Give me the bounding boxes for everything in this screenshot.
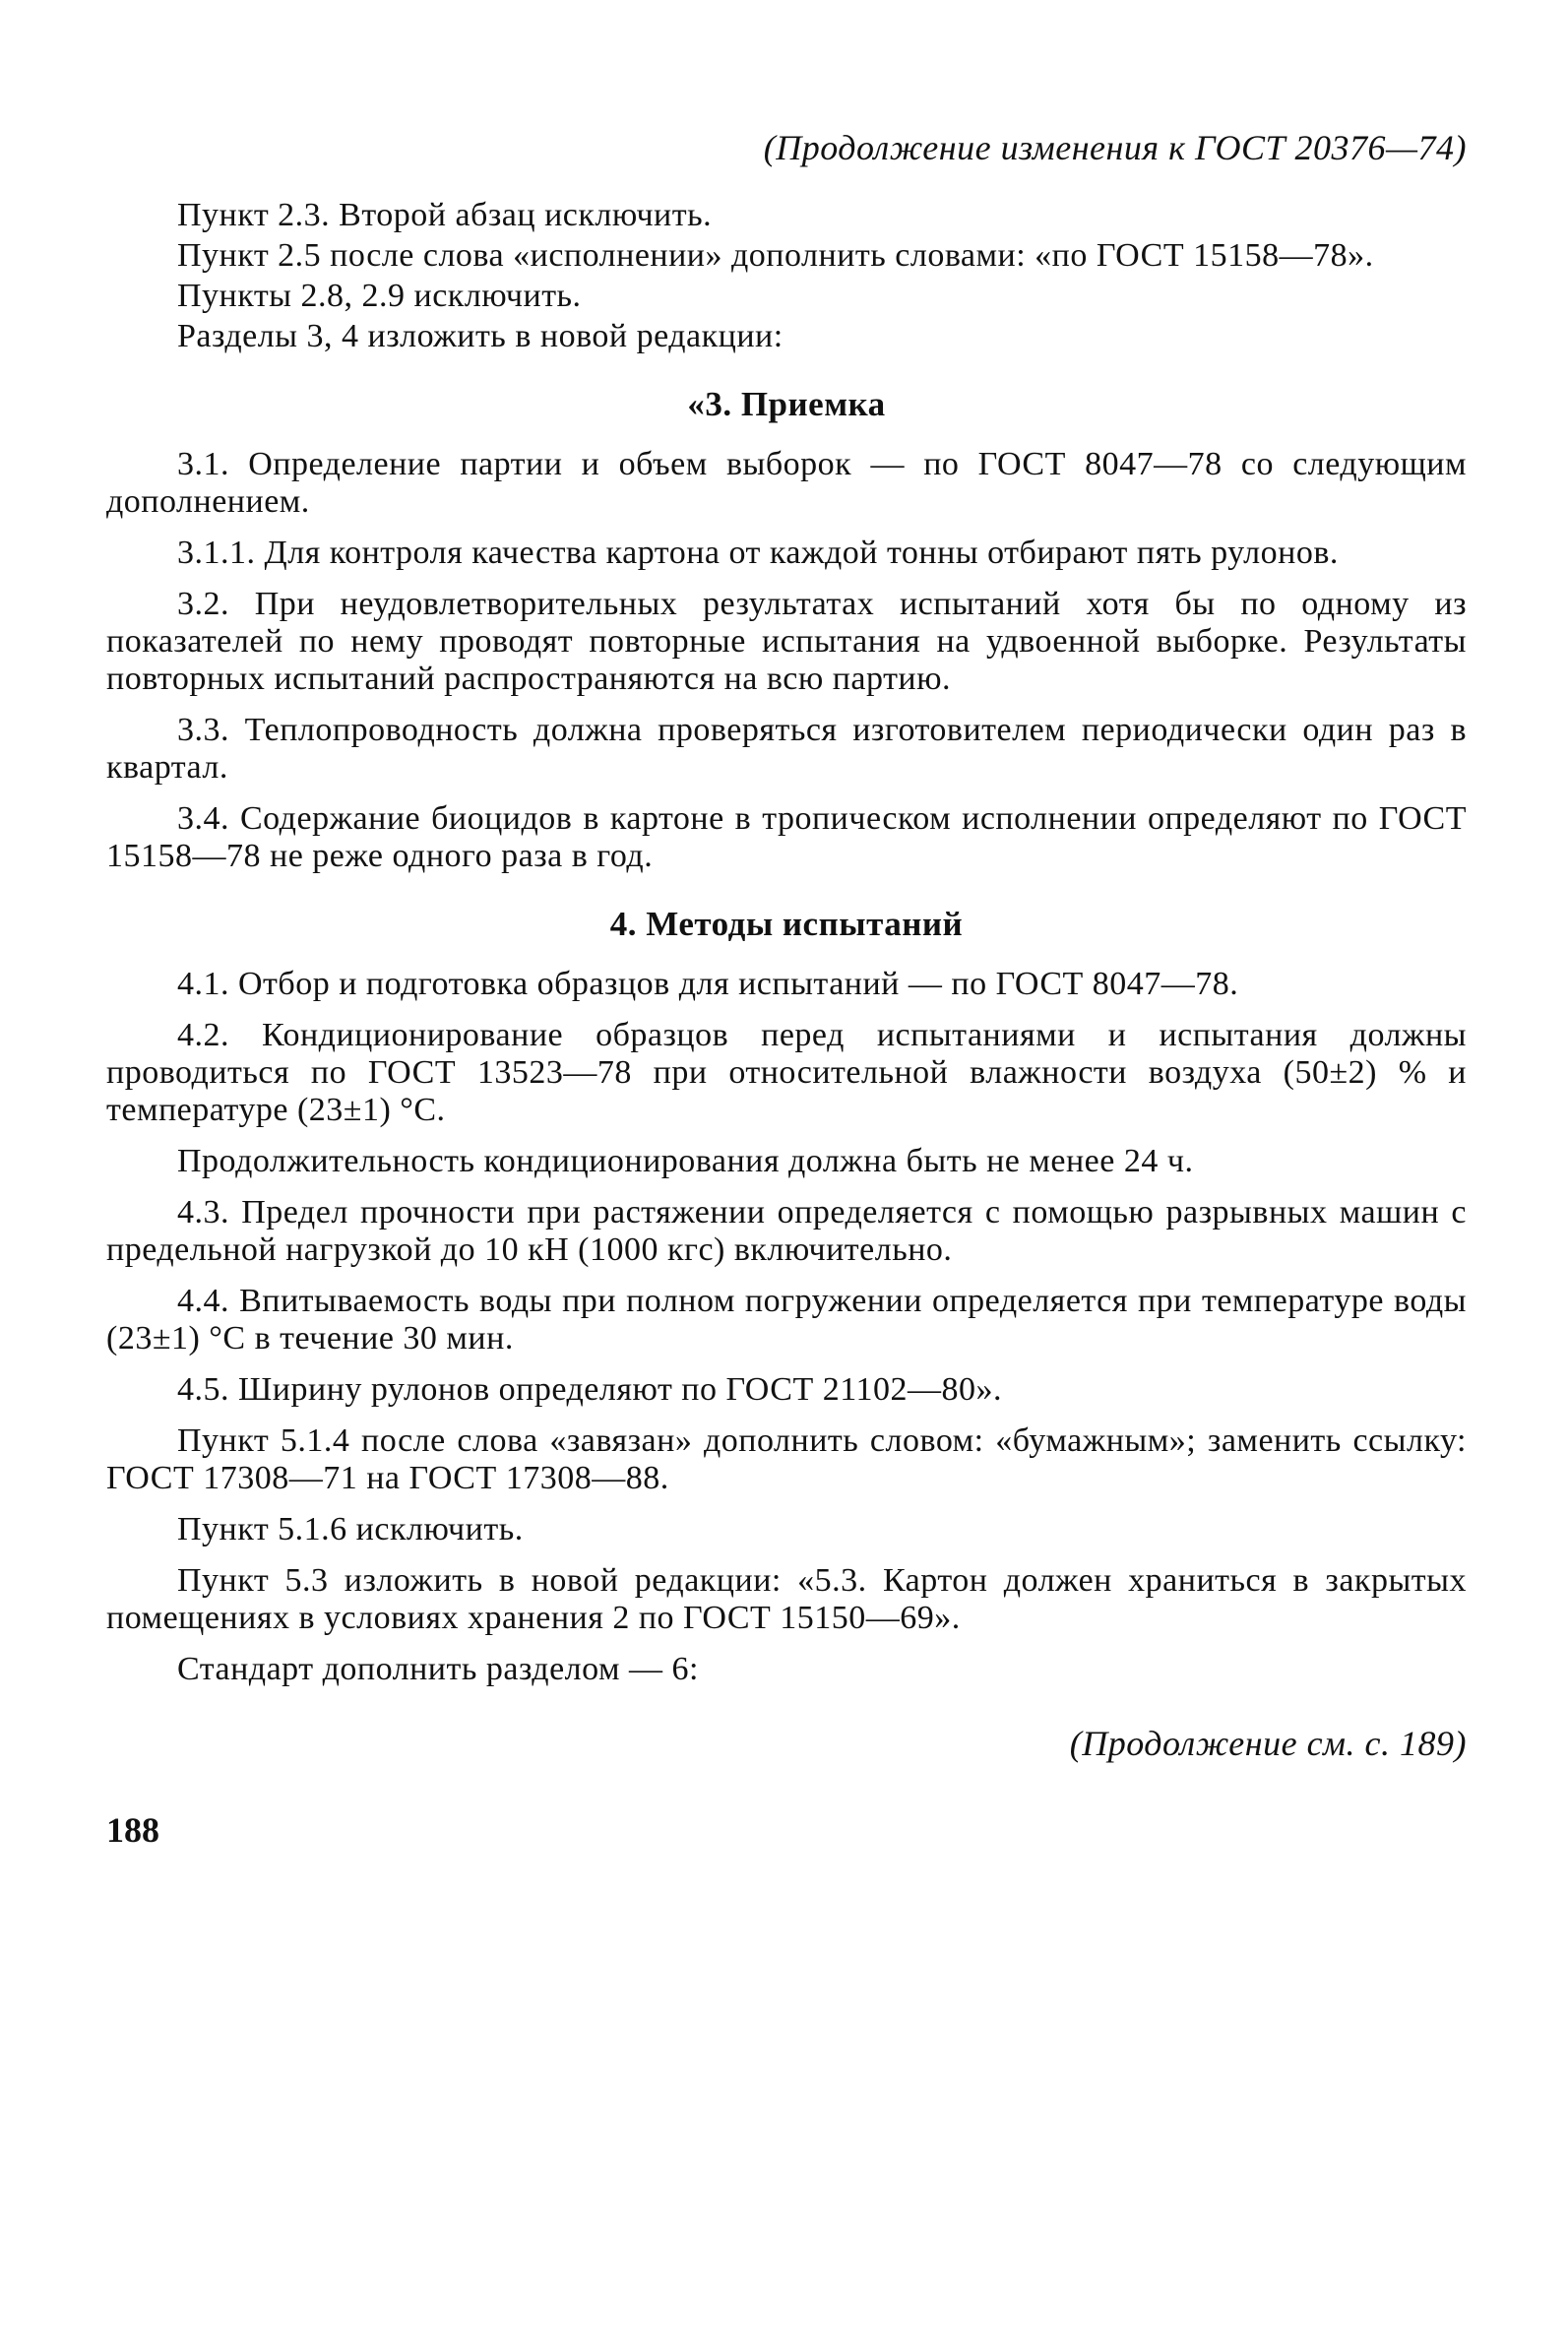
page-number: 188 xyxy=(106,1810,159,1850)
continuation-note: (Продолжение см. с. 189) xyxy=(1069,1724,1467,1763)
paragraph-sections-3-4: Разделы 3, 4 изложить в новой редакции: xyxy=(177,318,784,354)
clause-4-4: 4.4. Впитываемость воды при полном погружении определяется при температуре воды (23±1) °С в течение 30 мин. xyxy=(106,1283,1467,1357)
paragraph-item-5-3: Пункт 5.3 изложить в новой редакции: «5.3. Картон должен храниться в закрытых помещениях в условиях хранения 2 по ГОСТ 15150—69». xyxy=(106,1562,1467,1636)
page-header: (Продолжение изменения к ГОСТ 20376—74) xyxy=(763,128,1467,167)
clause-4-2-duration: Продолжительность кондиционирования должна быть не менее 24 ч. xyxy=(177,1143,1194,1179)
paragraph-item-2-5: Пункт 2.5 после слова «исполнении» дополнить словами: «по ГОСТ 15158—78». xyxy=(177,237,1374,274)
clause-4-1: 4.1. Отбор и подготовка образцов для испытаний — по ГОСТ 8047—78. xyxy=(177,966,1239,1002)
paragraph-item-5-1-6: Пункт 5.1.6 исключить. xyxy=(177,1511,524,1547)
clause-4-5: 4.5. Ширину рулонов определяют по ГОСТ 21102—80». xyxy=(177,1371,1002,1408)
clause-3-2: 3.2. При неудовлетворительных результатах испытаний хотя бы по одному из показателей по нему проводят повторные испытания на удвоенной выборке. Результаты повторных испытаний распространяются на всю партию. xyxy=(106,586,1467,697)
document-page xyxy=(106,126,1467,1852)
paragraph-item-5-1-4: Пункт 5.1.4 после слова «завязан» дополнить словом: «бумажным»; заменить ссылку: ГОСТ 17308—71 на ГОСТ 17308—88. xyxy=(106,1422,1467,1496)
clause-3-3: 3.3. Теплопроводность должна проверяться изготовителем периодически один раз в квартал. xyxy=(106,712,1467,786)
paragraph-item-2-3: Пункт 2.3. Второй абзац исключить. xyxy=(177,197,713,233)
section-3-title: «3. Приемка xyxy=(687,385,886,423)
clause-3-1: 3.1. Определение партии и объем выборок — по ГОСТ 8047—78 со следующим дополнением. xyxy=(106,446,1467,520)
clause-4-3: 4.3. Предел прочности при растяжении определяется с помощью разрывных машин с предельной нагрузкой до 10 кН (1000 кгс) включительно. xyxy=(106,1194,1467,1268)
paragraph-add-section-6: Стандарт дополнить разделом — 6: xyxy=(177,1651,699,1687)
clause-3-4: 3.4. Содержание биоцидов в картоне в тропическом исполнении определяют по ГОСТ 15158—78 не реже одного раза в год. xyxy=(106,800,1467,874)
clause-3-1-1: 3.1.1. Для контроля качества картона от каждой тонны отбирают пять рулонов. xyxy=(177,535,1339,571)
clause-4-2: 4.2. Кондиционирование образцов перед испытаниями и испытания должны проводиться по ГОСТ 13523—78 при относительной влажности воздуха (50±2) % и температуре (23±1) °С. xyxy=(106,1017,1467,1128)
paragraph-items-2-8-2-9: Пункты 2.8, 2.9 исключить. xyxy=(177,278,582,314)
section-4-title: 4. Методы испытаний xyxy=(609,905,964,943)
